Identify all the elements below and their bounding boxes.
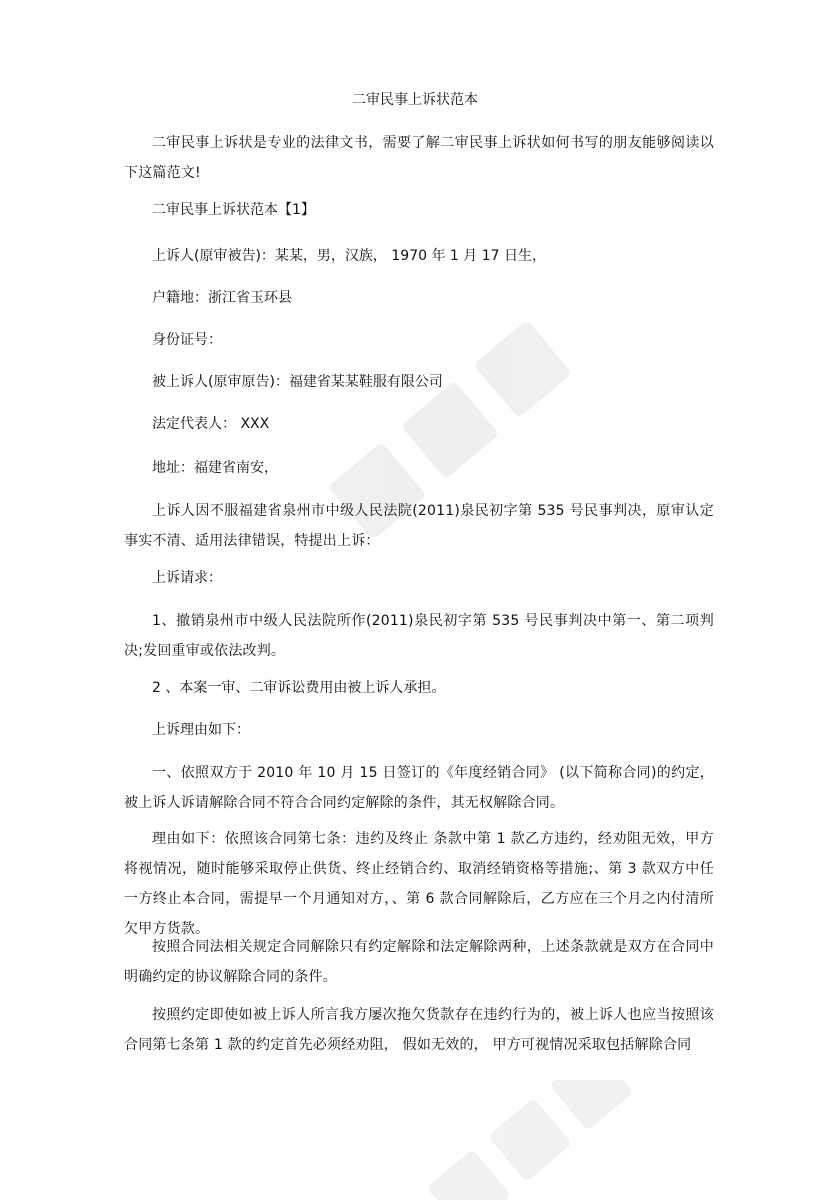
appeal-requests-heading: 上诉请求： — [152, 570, 222, 586]
appeal-statement: 上诉人因不服福建省泉州市中级人民法院(2011)泉民初字第 535 号民事判决，原审认定事实不清、适用法律错误，特提出上诉： — [124, 503, 714, 549]
intro-paragraph: 二审民事上诉状是专业的法律文书，需要了解二审民事上诉状如何书写的朋友能够阅读以下这篇范文! — [124, 135, 714, 181]
document-title: 二审民事上诉状范本 — [352, 92, 478, 108]
contract-law-paragraph: 按照合同法相关规定合同解除只有约定解除和法定解除两种，上述条款就是双方在合同中明确约定的协议解除合同的条件。 — [124, 939, 714, 985]
appellee-info: 被上诉人(原审原告)：福建省某某鞋服有限公司 — [152, 374, 443, 390]
appellant-info: 上诉人(原审被告)：某某，男，汉族， 1970 年 1 月 17 日生， — [152, 248, 546, 264]
section-heading: 二审民事上诉状范本【1】 — [152, 202, 315, 218]
id-number: 身份证号： — [152, 332, 222, 348]
request-item-1: 1、撤销泉州市中级人民法院所作(2011)泉民初字第 535 号民事判决中第一、第二项判决;发回重审或依法改判。 — [124, 613, 714, 659]
ground-1-reason: 理由如下：依照该合同第七条：违约及终止 条款中第 1 款乙方违约，经劝阻无效，甲方将视情况，随时能够采取停止供货、终止经销合约、取消经销资格等措施;、第 3 款双方中任一方终止本合同，需提早一个月通知对方，、第 6 款合同解除后，乙方应在三个月之内付清所欠甲方货款。 — [124, 831, 714, 937]
watermark-logo-bottom — [380, 1080, 680, 1200]
request-item-2: 2 、本案一审、二审诉讼费用由被上诉人承担。 — [152, 680, 446, 696]
agreement-paragraph: 按照约定即使如被上诉人所言我方屡次拖欠货款存在违约行为的，被上诉人也应当按照该合同第七条第 1 款的约定首先必须经劝阻， 假如无效的， 甲方可视情况采取包括解除合同 — [124, 1007, 714, 1053]
household-registration: 户籍地：浙江省玉环县 — [152, 290, 292, 306]
ground-1: 一、依照双方于 2010 年 10 月 15 日签订的《年度经销合同》 (以下简称合同)的约定，被上诉人诉请解除合同不符合合同约定解除的条件，其无权解除合同。 — [124, 765, 714, 811]
address: 地址：福建省南安， — [152, 460, 278, 476]
legal-representative: 法定代表人： XXX — [152, 416, 270, 432]
grounds-heading: 上诉理由如下： — [152, 722, 250, 738]
